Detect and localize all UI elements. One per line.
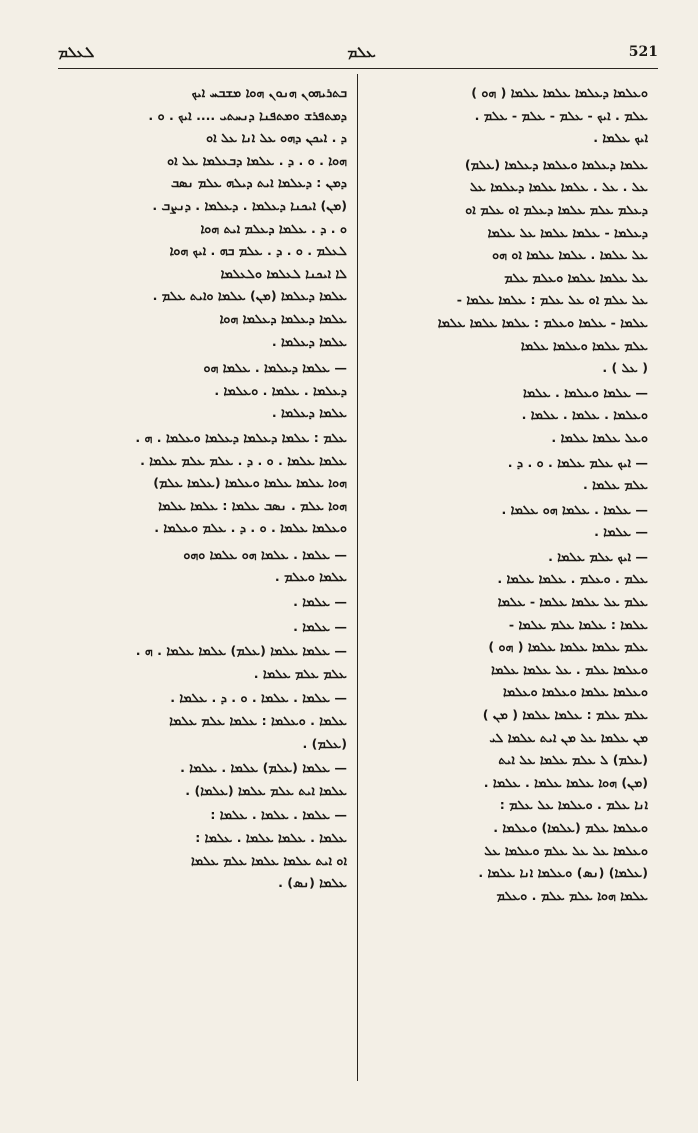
- entry-paragraph: [368, 546, 648, 908]
- text-line: ܥܠܡ ܥܠܡܐ ܘܥܠܡܐ ܥܠܡܐ: [520, 337, 648, 353]
- text-line: ܥܠܡ . ܐܝܟ - ܥܠܡ - ܥܠܡ - ܥܠܡ .: [474, 107, 648, 123]
- text-line: — ܥܠܡܐ ܕܥܠܡܐ . ܥܠܡܐ ܗܘ: [203, 360, 347, 376]
- text-line: — ܥܠܡܐ .: [293, 618, 347, 634]
- entry-paragraph: [68, 757, 347, 802]
- text-line: ܘܥܠ ܥܠܡܐ ܥܠܡܐ .: [551, 429, 648, 445]
- text-line: ܕܥܠܡ ܥܠܡ ܥܠܡܐ ܕܥܠܡ ܐܘ ܥܠܡ ܐܘ: [465, 201, 648, 217]
- text-line: — ܥܠܡܐ ܥܠܡܐ (ܥܠܡ) ܥܠܡܐ ܥܠܡܐ . ܗ .: [135, 643, 347, 659]
- entry-paragraph: [368, 452, 648, 497]
- text-line: (ܥܠܡ) .: [302, 735, 347, 751]
- text-line: ܒܬܪܝܗܘܢ ܗܢܘܢ ܗܘܐ ܡܫܒܚ ܐܝܟ: [191, 85, 347, 100]
- text-line: ܘܥܠܡܐ ܥܠܡ . ܥܠ ܥܠܡܐ ܥܠܡܐ: [491, 661, 648, 677]
- text-line: ܥܠܡܐ ܘܥܠܡ .: [274, 569, 347, 585]
- text-line: ܐܢܐ ܥܠܡ . ܘܥܠܡܐ ܥܠ ܥܠܡ :: [499, 797, 648, 813]
- text-line: ܕܥܠܡܐ . ܥܠܡܐ . ܘܥܠܡܐ .: [214, 382, 347, 398]
- text-line: ܥܠܡܐ . ܥܠܡܐ ܥܠܡܐ . ܥܠܡܐ :: [195, 830, 347, 845]
- text-line: (ܡܢ) ܐܝܟܢܐ ܕܥܠܡܐ . ܕܥܠܡܐ . ܕܢܨܒ .: [152, 197, 347, 213]
- text-line: — ܐܝܟ ܥܠܡ ܥܠܡܐ .: [548, 548, 648, 564]
- header-rule: [58, 68, 658, 69]
- entry-paragraph: [68, 82, 347, 353]
- header-center-word: ܥܠܡ: [347, 43, 376, 61]
- entry-paragraph: [68, 804, 347, 894]
- text-line: ܘ . ܕ . ܥܠܡܐ ܕܥܠܡ ܐܝܬ ܗܘܐ: [200, 220, 347, 236]
- entry-paragraph: [68, 357, 347, 425]
- text-line: ܘܥܠܡܐ ܥܠܡ (ܥܠܡܐ) ܘܥܠܡܐ .: [493, 820, 648, 835]
- text-line: ܥܠܡܐ ܕܥܠܡܐ (ܡܢ) ܥܠܡܐ ܘܐܝܬ ܥܠܡ .: [152, 288, 347, 304]
- text-line: ܘܥܠܡܐ . ܥܠܡܐ . ܥܠܡܐ .: [521, 407, 648, 423]
- text-line: ܥܠܡܐ - ܥܠܡܐ ܘܥܠܡ : ܥܠܡܐ ܥܠܡܐ ܥܠܡܐ: [437, 314, 648, 330]
- text-line: ܗܘܐ ܥܠܡܐ ܥܠܡܐ ܘܥܠܡܐ (ܥܠܡܐ ܥܠܡ): [153, 475, 347, 491]
- text-line: ܥܠܡܐ ܕܥܠܡܐ .: [271, 405, 347, 421]
- entry-paragraph: [368, 499, 648, 544]
- text-line: ܥܠܡ ܥܠܡ ܥܠܡܐ .: [253, 665, 347, 681]
- text-line: ܗܘܐ . ܘ . ܕ . ܥܠܡܐ ܕܒܥܠܡܐ ܥܠ ܐܘ: [167, 152, 347, 168]
- text-line: ܥܠܡܐ ܕܥܠܡܐ ܕܥܠܡܐ ܗܘܐ: [219, 310, 347, 326]
- text-line: — ܥܠܡܐ ܘܥܠܡܐ . ܥܠܡܐ: [522, 384, 648, 400]
- text-line: ܥܠܡܐ ܗܘܐ ܥܠܡ ܥܠܡ . ܘܥܠܡ: [496, 887, 648, 903]
- right-column: [358, 74, 658, 1081]
- entry-paragraph: [68, 640, 347, 685]
- text-line: — ܥܠܡܐ . ܥܠܡܐ . ܥܠܡܐ :: [210, 807, 347, 823]
- text-line: (ܡܢ) ܗܘܐ ܥܠܡܐ ܥܠܡܐ . ܥܠܡܐ .: [483, 774, 648, 790]
- text-line: — ܥܠܡܐ . ܥܠܡܐ ܗܘ ܥܠܡܐ .: [501, 501, 648, 517]
- text-line: (ܥܠܡܐ) (ܢܣ) ܘܥܠܡܐ ܐܢܐ ܥܠܡܐ .: [478, 865, 648, 881]
- text-line: ܘܥܠܡܐ ܕܥܠܡܐ ܥܠܡܐ ܥܠܡܐ ( ܗܘ ): [471, 85, 648, 100]
- text-line: ܕܥܠܡܐ - ܥܠܡܐ ܥܠܡܐ ܥܠ ܥܠܡܐ: [487, 224, 648, 240]
- text-line: ܥܠ ܥܠܡ ܐܘ ܥܠ ܥܠܡ : ܥܠܡܐ ܥܠܡܐ -: [456, 292, 648, 308]
- page-number: 521: [628, 44, 658, 60]
- text-line: ܥܠܡܐ ܕܥܠܡܐ .: [271, 333, 347, 349]
- text-line: ܠܥܠܡ . ܘ . ܕ . ܥܠܡ ܒܗ . ܐܝܟ ܗܘܐ: [169, 243, 347, 259]
- text-line: ܥܠܡܐ ܥܠܡܐ . ܘ . ܕ . ܥܠܡ ܥܠܡ ܥܠܡܐ .: [140, 452, 347, 468]
- text-line: — ܥܠܡܐ .: [293, 594, 347, 610]
- running-header: [58, 38, 658, 66]
- text-line: ܐܘ ܐܝܬ ܥܠܡܐ ܥܠܡܐ ܥܠܡ ܥܠܡܐ: [191, 852, 347, 868]
- text-line: ܘܥܠܡܐ ܥܠܡܐ . ܘ . ܕ . ܥܠܡ ܘܥܠܡܐ .: [154, 520, 347, 536]
- text-line: ܐܝܟ ܥܠܡܐ .: [593, 130, 648, 146]
- text-line: ܥܠܡ : ܥܠܡܐ ܕܥܠܡܐ ܕܥܠܡܐ ܘܥܠܡܐ . ܗ .: [135, 429, 347, 445]
- text-line: — ܐܝܟ ܥܠܡ ܥܠܡܐ . ܘ . ܕ .: [507, 454, 648, 470]
- text-line: ܥܠ ܥܠܡܐ . ܥܠܡܐ ܥܠܡܐ ܐܘ ܗܘ: [492, 247, 648, 263]
- text-line: ܥܠܡ ܥܠܡܐ ܥܠܡܐ ܥܠܡܐ ( ܗܘ ): [488, 639, 648, 655]
- entry-paragraph: [368, 82, 648, 150]
- entry-paragraph: [68, 687, 347, 755]
- left-column: [58, 74, 358, 1081]
- text-line: ܘܥܠܡܐ ܥܠܡܐ ܘܥܠܡܐ ܘܥܠܡܐ: [502, 684, 648, 700]
- text-line: ܥܠܡܐ : ܥܠܡܐ ܥܠܡ ܥܠܡܐ -: [508, 616, 648, 632]
- text-line: ܥܠܡ . ܘܥܠܡ . ܥܠܡܐ ܥܠܡܐ .: [497, 571, 648, 587]
- text-line: ܕ . ܐܝܟܢ ܕܗܘ ܥܠ ܐܢܐ ܥܠ ܐܘ: [206, 130, 347, 146]
- text-line: ܥܠܡܐ . ܘܥܠܡܐ : ܥܠܡܐ ܥܠܡ ܥܠܡܐ: [169, 713, 347, 729]
- text-line: ܕܡܬܦܪܫ ܘܡܬܦܢܐ ܕܢܚܬܝ .... ܐܝܟ . ܘ .: [148, 107, 347, 123]
- text-line: ܥܠܡ ܥܠ ܥܠܡܐ ܥܠܡܐ - ܥܠܡܐ: [497, 594, 648, 610]
- text-line: ܠܐ ܐܝܟܢܐ ܠܥܠܡܐ ܘܠܥܠܡܐ: [220, 265, 347, 281]
- text-line: ܥܠܡ ܥܠܡܐ .: [582, 477, 648, 493]
- header-left-word: ܠܥܠܡ: [58, 43, 95, 61]
- entry-paragraph: [68, 591, 347, 614]
- text-line: ܥܠܡܐ ܕܥܠܡܐ ܘܥܠܡܐ ܕܥܠܡܐ (ܥܠܡ): [464, 156, 648, 172]
- text-line: — ܥܠܡܐ (ܥܠܡ) ܥܠܡܐ . ܥܠܡܐ .: [180, 760, 347, 776]
- entry-paragraph: [368, 154, 648, 380]
- entry-paragraph: [368, 382, 648, 450]
- text-line: (ܥܠܡ) ܠ ܥܠܡ ܥܠܡܐ ܥܠ ܐܝܬ: [498, 752, 648, 768]
- text-line: ܡܢ ܥܠܡܐ ܥܠ ܡܢ ܐܝܬ ܥܠܡܐ ܠܝ: [489, 729, 648, 745]
- text-line: — ܥܠܡܐ . ܥܠܡܐ . ܘ . ܕ . ܥܠܡܐ .: [170, 690, 347, 706]
- text-line: ܘܥܠܡܐ ܥܠ ܥܠ ܥܠܡ ܘܥܠܡܐ ܥܠ: [484, 842, 648, 858]
- text-line: ܥܠܡܐ (ܢܣ) .: [278, 875, 347, 891]
- text-line: ( ܥܠ ) .: [602, 360, 648, 376]
- text-line: ܥܠ . ܥܠ . ܥܠܡܐ ܥܠܡܐ ܕܥܠܡܐ ܥܠ: [469, 179, 648, 195]
- text-line: ܗܘܐ ܥܠܡ . ܢܣܒ ܥܠܡܐ : ܥܠܡܐ ܥܠܡܐ: [158, 497, 347, 513]
- entry-paragraph: [68, 544, 347, 589]
- text-line: ܕܡܢ : ܕܥܠܡܐ ܐܝܬ ܕܝܠܗ ܥܠܡ ܢܣܒ: [170, 175, 347, 191]
- text-line: — ܥܠܡܐ . ܥܠܡܐ ܗܘ ܥܠܡܐ ܘܗܘ: [183, 546, 347, 562]
- text-line: — ܥܠܡܐ .: [594, 524, 648, 540]
- entry-paragraph: [68, 616, 347, 639]
- text-line: ܥܠ ܥܠܡܐ ܥܠܡܐ ܘܥܠܡ ܥܠܡ: [504, 269, 648, 285]
- text-line: ܥܠܡ ܥܠܡ : ܥܠܡܐ ܥܠܡܐ ( ܡܢ ): [482, 707, 648, 723]
- dictionary-entry: [68, 427, 347, 540]
- dictionary-columns: [58, 74, 658, 1081]
- text-line: ܥܠܡܐ ܐܝܬ ܥܠܡ ܥܠܡܐ (ܥܠܡܐ) .: [185, 782, 347, 798]
